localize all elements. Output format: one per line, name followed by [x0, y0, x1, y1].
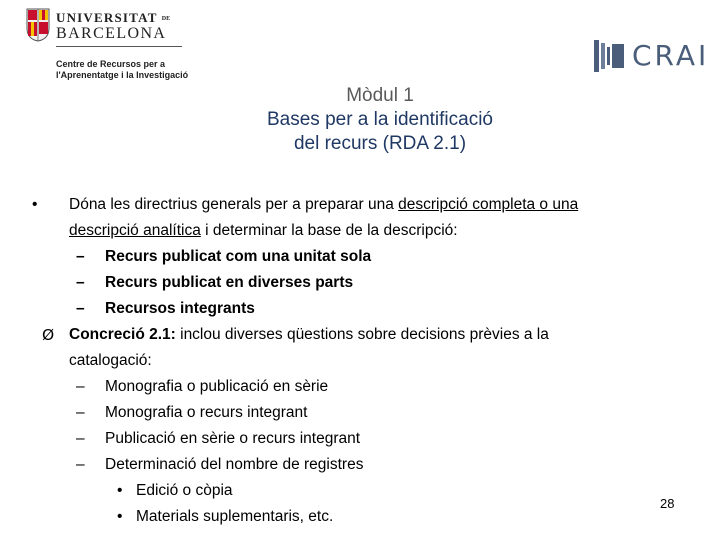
dash-marker: – [76, 456, 85, 473]
list-item-text: Recurs publicat en diverses parts [105, 274, 354, 291]
dot-marker: • [117, 508, 123, 525]
title-line2: del recurs (RDA 2.1) [293, 133, 467, 154]
divider [56, 46, 182, 47]
list-item [30, 296, 680, 322]
university-name-line1: UNIVERSITAT DE [56, 10, 171, 25]
bullet-text: catalogació: [69, 352, 152, 369]
bullet-marker: • [32, 196, 38, 213]
university-name-line2: BARCELONA [56, 25, 167, 42]
arrow-bullet-icon: Ø [42, 326, 55, 344]
list-item [30, 244, 680, 270]
module-label: Mòdul 1 [346, 85, 414, 106]
dash-marker: – [76, 274, 85, 291]
list-item-text: Determinació del nombre de registres [105, 456, 364, 473]
sub-list-item [30, 478, 680, 504]
dash-marker: – [76, 404, 85, 421]
underlined-term: descripció analítica [69, 222, 201, 239]
list-item-text: Publicació en sèrie o recurs integrant [105, 430, 361, 447]
bullet-item [30, 322, 680, 348]
dash-marker: – [76, 430, 85, 447]
list-item-text: Recurs publicat com una unitat sola [105, 248, 372, 265]
crai-mark-icon [592, 38, 628, 74]
crai-logo [592, 38, 710, 78]
title-line1: Bases per a la identificació [266, 109, 493, 130]
list-item [30, 426, 680, 452]
list-item-text: Recursos integrants [105, 300, 255, 317]
concretion-label: Concreció 2.1: [69, 326, 176, 343]
bullet-text: Dóna les directrius generals per a preparar una [69, 196, 399, 213]
list-item-text: Monografia o recurs integrant [105, 404, 308, 421]
content-body [30, 192, 680, 530]
dash-marker: – [76, 300, 85, 317]
sub-list-item [30, 504, 680, 530]
crai-wordmark: CRAI [632, 39, 710, 72]
centre-name-line1: Centre de Recursos per a [56, 59, 166, 69]
bullet-text: inclou diverses qüestions sobre decisions prèvies a la [175, 326, 549, 343]
sub-list-item-text: Materials suplementaris, etc. [136, 508, 334, 525]
sub-list-item-text: Edició o còpia [136, 482, 233, 499]
dash-marker: – [76, 248, 85, 265]
list-item-text: Monografia o publicació en sèrie [105, 378, 329, 395]
list-item [30, 400, 680, 426]
university-logo [26, 8, 226, 78]
underlined-term: descripció completa o una [398, 196, 579, 213]
centre-name-line2: l'Aprenentatge i la Investigació [56, 70, 189, 80]
list-item [30, 452, 680, 478]
bullet-item-continuation [30, 348, 680, 374]
title-block [0, 84, 720, 156]
bullet-item-continuation [30, 218, 680, 244]
bullet-text: i determinar la base de la descripció: [200, 222, 458, 239]
dash-marker: – [76, 378, 85, 395]
dot-marker: • [117, 482, 123, 499]
shield-icon [26, 8, 50, 42]
list-item [30, 270, 680, 296]
list-item [30, 374, 680, 400]
page-number: 28 [660, 496, 675, 511]
bullet-item [30, 192, 680, 218]
